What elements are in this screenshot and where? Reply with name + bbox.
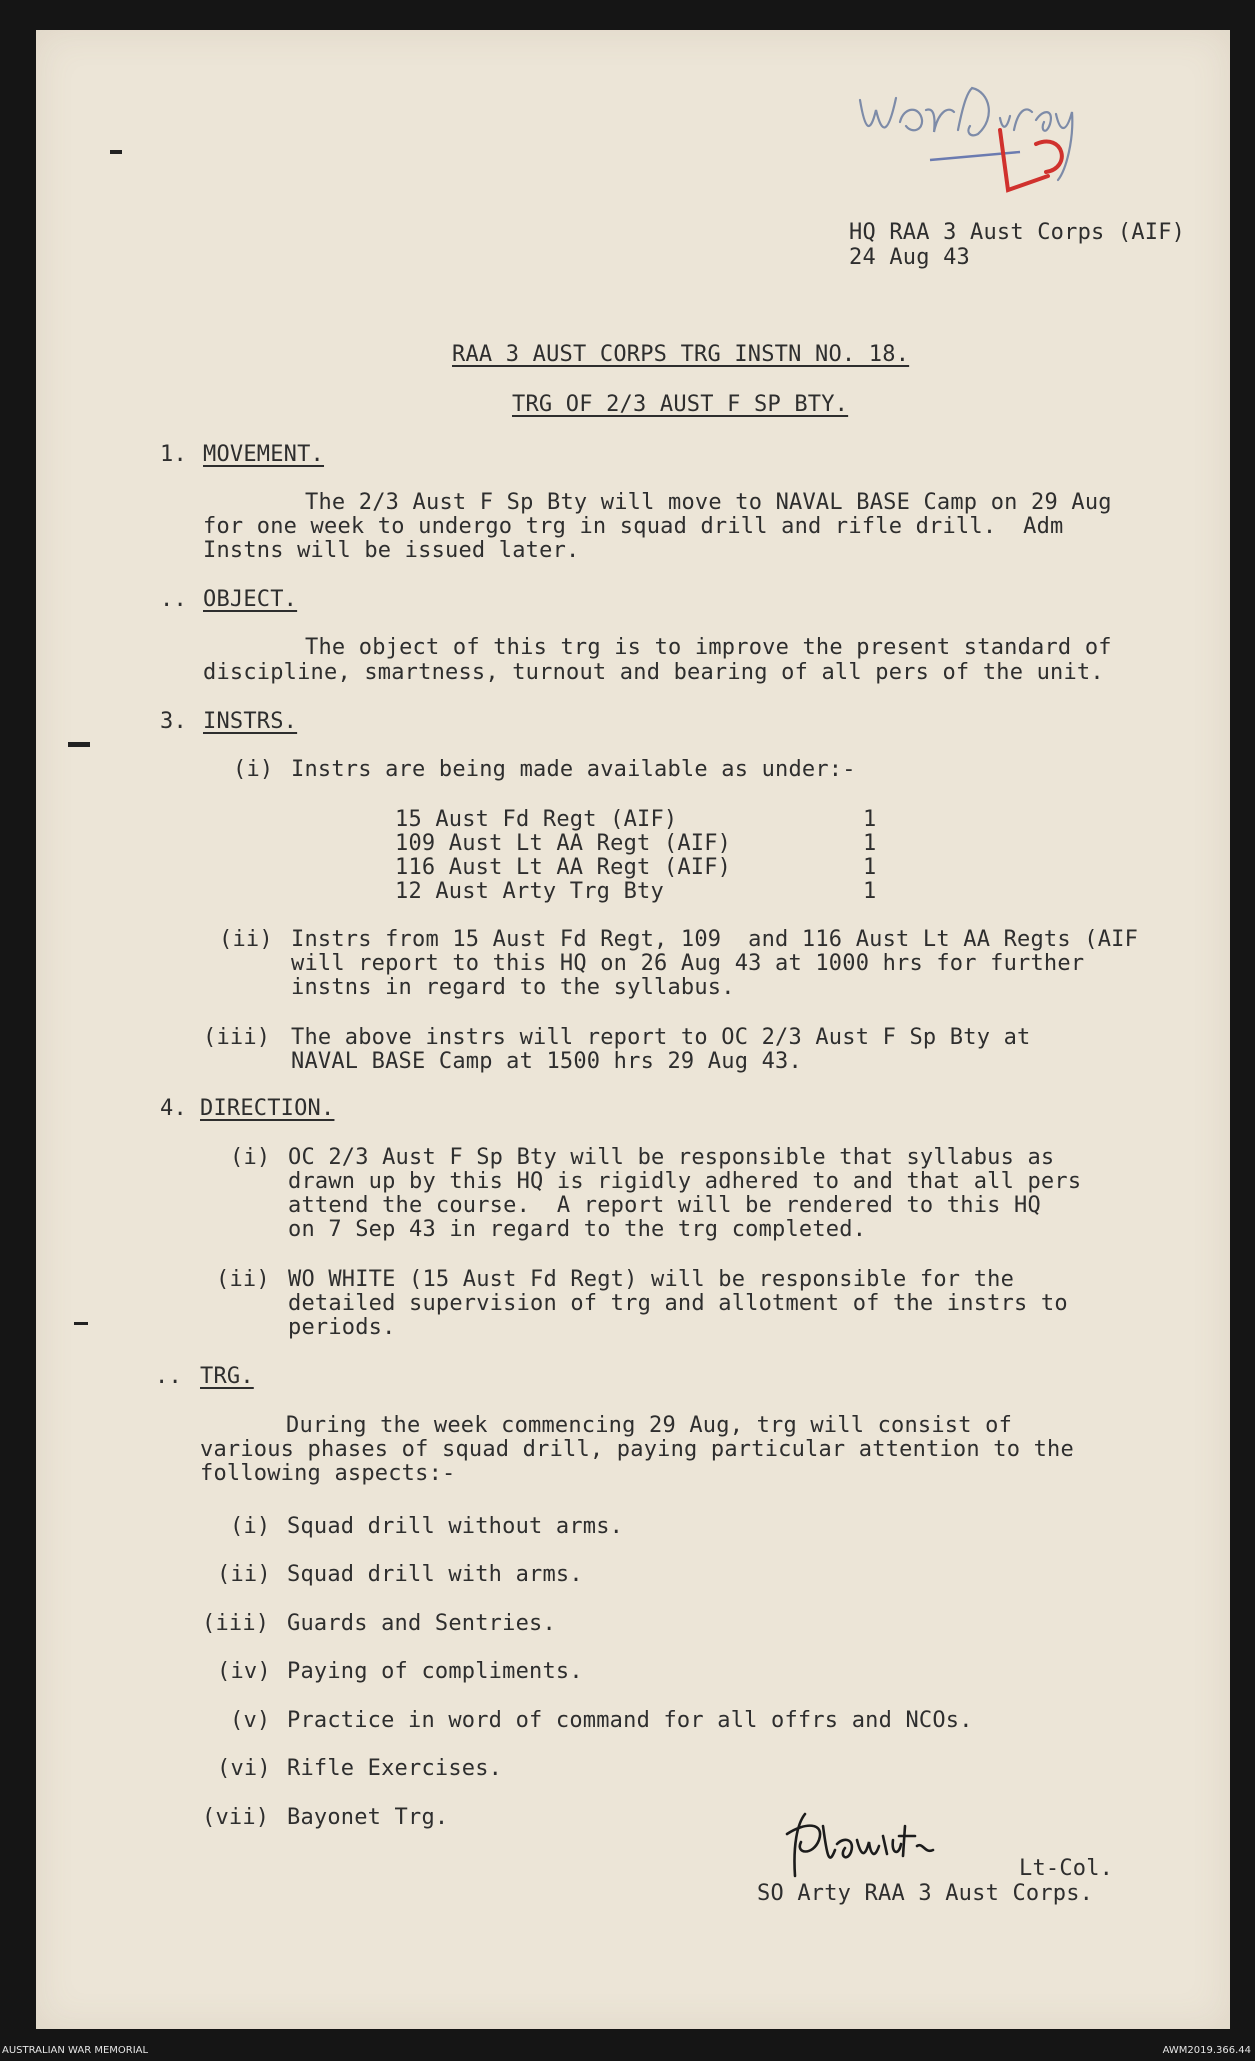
- margin-mark: [110, 150, 122, 154]
- instr-qty: 1: [863, 807, 877, 832]
- subpara-line: NAVAL BASE Camp at 1500 hrs 29 Aug 43.: [291, 1049, 802, 1074]
- signatory-rank: Lt-Col.: [1019, 1856, 1114, 1881]
- trg-item-number: (iii): [202, 1611, 270, 1636]
- handwritten-signature: [765, 1806, 965, 1886]
- trg-item-number: (iv): [217, 1659, 271, 1684]
- subpara-number: (i): [230, 1145, 271, 1170]
- trg-item-number: (i): [230, 1514, 271, 1539]
- trg-item-number: (v): [230, 1708, 271, 1733]
- subpara-line: OC 2/3 Aust F Sp Bty will be responsible that syllabus as: [288, 1145, 1055, 1170]
- document-date: 24 Aug 43: [849, 245, 971, 270]
- paragraph-line: Instns will be issued later.: [203, 538, 580, 563]
- subpara-line: Instrs are being made available as under:-: [291, 757, 856, 782]
- subpara-line: periods.: [288, 1315, 396, 1340]
- trg-item-number: (vi): [217, 1756, 271, 1781]
- section-number: ..: [160, 587, 187, 612]
- trg-item-text: Squad drill with arms.: [287, 1562, 583, 1587]
- trg-item-text: Paying of compliments.: [287, 1659, 583, 1684]
- subpara-line: WO WHITE (15 Aust Fd Regt) will be responsible for the: [288, 1267, 1015, 1292]
- section-heading-direction: DIRECTION.: [200, 1096, 335, 1121]
- trg-item-text: Rifle Exercises.: [287, 1756, 503, 1781]
- subpara-number: (ii): [219, 927, 273, 952]
- subpara-line: drawn up by this HQ is rigidly adhered to and that all pers: [288, 1169, 1082, 1194]
- trg-item-text: Bayonet Trg.: [287, 1805, 449, 1830]
- margin-mark: [68, 742, 90, 747]
- paragraph-line: for one week to undergo trg in squad drill and rifle drill. Adm: [203, 514, 1064, 539]
- subpara-line: attend the course. A report will be rendered to this HQ: [288, 1193, 1041, 1218]
- section-heading-instrs: INSTRS.: [203, 709, 298, 734]
- instr-unit: 109 Aust Lt AA Regt (AIF): [395, 831, 732, 856]
- subpara-line: The above instrs will report to OC 2/3 Aust F Sp Bty at: [291, 1025, 1031, 1050]
- trg-item-number: (vii): [202, 1805, 270, 1830]
- paragraph-line: The object of this trg is to improve the present standard of: [305, 635, 1112, 660]
- instr-unit: 12 Aust Arty Trg Bty: [395, 879, 664, 904]
- paragraph-line: discipline, smartness, turnout and bearing of all pers of the unit.: [203, 660, 1104, 685]
- subpara-number: (ii): [216, 1267, 270, 1292]
- trg-item-text: Practice in word of command for all offrs and NCOs.: [287, 1708, 973, 1733]
- paragraph-line: The 2/3 Aust F Sp Bty will move to NAVAL BASE Camp on 29 Aug: [305, 490, 1112, 515]
- subpara-line: instns in regard to the syllabus.: [291, 975, 735, 1000]
- signatory-appointment: SO Arty RAA 3 Aust Corps.: [757, 1881, 1094, 1906]
- instr-qty: 1: [863, 855, 877, 880]
- section-number: 1.: [160, 442, 187, 467]
- instr-qty: 1: [863, 831, 877, 856]
- footer-reference: AWM2019.366.44: [1162, 2045, 1251, 2056]
- instr-qty: 1: [863, 879, 877, 904]
- instr-unit: 15 Aust Fd Regt (AIF): [395, 807, 678, 832]
- instruction-subtitle: TRG OF 2/3 AUST F SP BTY.: [512, 392, 849, 417]
- section-number: 3.: [160, 709, 187, 734]
- section-number: 4.: [160, 1096, 187, 1121]
- hq-heading: HQ RAA 3 Aust Corps (AIF): [849, 220, 1186, 245]
- war-diary-handwriting: [840, 40, 1160, 220]
- subpara-line: on 7 Sep 43 in regard to the trg completed.: [288, 1217, 867, 1242]
- paragraph-line: various phases of squad drill, paying particular attention to the: [200, 1437, 1074, 1462]
- instr-unit: 116 Aust Lt AA Regt (AIF): [395, 855, 732, 880]
- margin-mark: [74, 1322, 88, 1325]
- section-heading-trg: TRG.: [200, 1364, 254, 1389]
- subpara-line: Instrs from 15 Aust Fd Regt, 109 and 116 Aust Lt AA Regts (AIF: [291, 927, 1139, 952]
- section-heading-object: OBJECT.: [203, 587, 298, 612]
- instruction-title: RAA 3 AUST CORPS TRG INSTN NO. 18.: [452, 342, 910, 367]
- trg-item-number: (ii): [217, 1562, 271, 1587]
- section-number: ..: [155, 1364, 182, 1389]
- footer-source: AUSTRALIAN WAR MEMORIAL: [2, 2045, 149, 2056]
- section-heading-movement: MOVEMENT.: [203, 442, 325, 467]
- subpara-line: detailed supervision of trg and allotment of the instrs to: [288, 1291, 1068, 1316]
- subpara-number: (i): [233, 757, 274, 782]
- subpara-number: (iii): [203, 1025, 271, 1050]
- paragraph-line: following aspects:-: [200, 1461, 456, 1486]
- paragraph-line: During the week commencing 29 Aug, trg will consist of: [286, 1413, 1013, 1438]
- subpara-line: will report to this HQ on 26 Aug 43 at 1000 hrs for further: [291, 951, 1085, 976]
- trg-item-text: Guards and Sentries.: [287, 1611, 556, 1636]
- trg-item-text: Squad drill without arms.: [287, 1514, 624, 1539]
